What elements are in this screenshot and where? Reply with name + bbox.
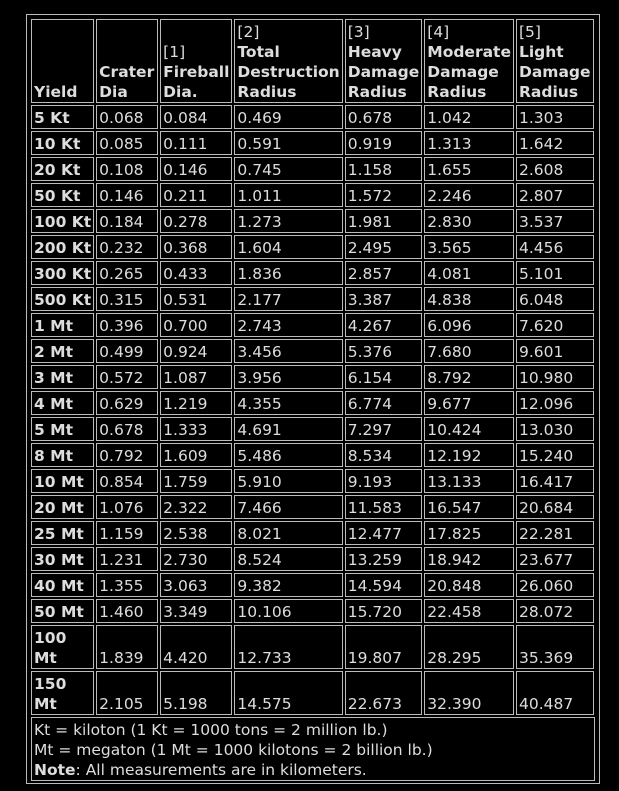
cell-heavy: 11.583 [345,495,423,519]
header-total-destruction-radius: [2] Total Destruction Radius [234,19,342,103]
cell-light: 4.456 [516,235,594,259]
table-body [31,105,594,715]
table-row [31,547,594,571]
header-fireball-dia: [1] Fireball Dia. [160,19,232,103]
cell-heavy: 8.534 [345,443,423,467]
cell-light: 22.281 [516,521,594,545]
cell-heavy: 6.774 [345,391,423,415]
cell-yield: 20 Kt [31,157,94,181]
units-note [34,760,594,780]
cell-crater: 0.184 [96,209,158,233]
cell-heavy: 5.376 [345,339,423,363]
cell-crater: 0.572 [96,365,158,389]
header-yield: Yield [31,19,94,103]
header-crater-dia: Crater Dia [96,19,158,103]
cell-moderate: 16.547 [424,495,514,519]
cell-moderate: 1.655 [424,157,514,181]
table-row [31,671,594,715]
cell-heavy: 1.158 [345,157,423,181]
cell-total: 14.575 [234,671,342,715]
cell-fireball: 0.368 [160,235,232,259]
cell-crater: 0.792 [96,443,158,467]
cell-fireball: 0.278 [160,209,232,233]
cell-yield: 500 Kt [31,287,94,311]
cell-total: 5.910 [234,469,342,493]
note-text: : All measurements are in kilometers. [75,761,367,779]
table-row [31,183,594,207]
cell-fireball: 0.531 [160,287,232,311]
cell-total: 1.011 [234,183,342,207]
cell-moderate: 12.192 [424,443,514,467]
cell-moderate: 3.565 [424,235,514,259]
cell-fireball: 0.084 [160,105,232,129]
cell-heavy: 0.919 [345,131,423,155]
cell-heavy: 13.259 [345,547,423,571]
header-moderate-damage-radius: [4] Moderate Damage Radius [424,19,514,103]
cell-total: 10.106 [234,599,342,623]
cell-fireball: 3.063 [160,573,232,597]
cell-fireball: 1.609 [160,443,232,467]
cell-yield: 300 Kt [31,261,94,285]
cell-heavy: 6.154 [345,365,423,389]
note-label: Note [34,761,76,779]
table-row [31,417,594,441]
cell-light: 10.980 [516,365,594,389]
cell-light: 40.487 [516,671,594,715]
cell-crater: 0.629 [96,391,158,415]
cell-light: 7.620 [516,313,594,337]
cell-moderate: 6.096 [424,313,514,337]
table-row [31,469,594,493]
cell-yield: 5 Kt [31,105,94,129]
cell-moderate: 2.830 [424,209,514,233]
cell-fireball: 2.322 [160,495,232,519]
cell-yield: 3 Mt [31,365,94,389]
table-row [31,235,594,259]
cell-fireball: 2.538 [160,521,232,545]
cell-yield: 150 Mt [31,671,94,715]
cell-moderate: 2.246 [424,183,514,207]
cell-total: 1.273 [234,209,342,233]
cell-moderate: 13.133 [424,469,514,493]
table-row [31,313,594,337]
cell-yield: 50 Mt [31,599,94,623]
cell-light: 9.601 [516,339,594,363]
cell-moderate: 7.680 [424,339,514,363]
cell-crater: 0.068 [96,105,158,129]
cell-moderate: 10.424 [424,417,514,441]
cell-total: 1.836 [234,261,342,285]
cell-crater: 0.315 [96,287,158,311]
cell-yield: 10 Kt [31,131,94,155]
cell-light: 5.101 [516,261,594,285]
cell-fireball: 0.924 [160,339,232,363]
cell-total: 5.486 [234,443,342,467]
cell-crater: 1.076 [96,495,158,519]
cell-yield: 100 Kt [31,209,94,233]
cell-fireball: 2.730 [160,547,232,571]
cell-crater: 2.105 [96,671,158,715]
cell-heavy: 2.495 [345,235,423,259]
cell-light: 15.240 [516,443,594,467]
table-row [31,495,594,519]
cell-yield: 10 Mt [31,469,94,493]
cell-total: 9.382 [234,573,342,597]
cell-heavy: 12.477 [345,521,423,545]
cell-total: 3.456 [234,339,342,363]
table-row [31,261,594,285]
cell-light: 12.096 [516,391,594,415]
cell-crater: 1.460 [96,599,158,623]
cell-light: 16.417 [516,469,594,493]
cell-crater: 0.146 [96,183,158,207]
cell-moderate: 8.792 [424,365,514,389]
cell-moderate: 17.825 [424,521,514,545]
cell-heavy: 7.297 [345,417,423,441]
cell-heavy: 4.267 [345,313,423,337]
cell-crater: 1.355 [96,573,158,597]
cell-fireball: 5.198 [160,671,232,715]
cell-light: 6.048 [516,287,594,311]
cell-crater: 1.231 [96,547,158,571]
cell-yield: 100 Mt [31,625,94,669]
cell-yield: 200 Kt [31,235,94,259]
cell-total: 4.691 [234,417,342,441]
cell-fireball: 1.219 [160,391,232,415]
table-row [31,573,594,597]
cell-fireball: 0.433 [160,261,232,285]
cell-light: 1.303 [516,105,594,129]
cell-yield: 30 Mt [31,547,94,571]
cell-crater: 0.678 [96,417,158,441]
cell-heavy: 19.807 [345,625,423,669]
cell-light: 2.608 [516,157,594,181]
cell-yield: 40 Mt [31,573,94,597]
table-row [31,157,594,181]
cell-total: 0.745 [234,157,342,181]
cell-light: 13.030 [516,417,594,441]
cell-yield: 25 Mt [31,521,94,545]
cell-yield: 4 Mt [31,391,94,415]
cell-total: 1.604 [234,235,342,259]
cell-total: 12.733 [234,625,342,669]
table-row [31,105,594,129]
cell-total: 2.177 [234,287,342,311]
cell-crater: 0.265 [96,261,158,285]
cell-light: 23.677 [516,547,594,571]
cell-moderate: 4.081 [424,261,514,285]
cell-moderate: 18.942 [424,547,514,571]
cell-crater: 0.085 [96,131,158,155]
cell-heavy: 9.193 [345,469,423,493]
nuclear-yield-table-frame [26,14,600,784]
cell-light: 1.642 [516,131,594,155]
cell-total: 3.956 [234,365,342,389]
cell-heavy: 2.857 [345,261,423,285]
cell-moderate: 4.838 [424,287,514,311]
table-row [31,391,594,415]
table-row [31,443,594,467]
cell-moderate: 9.677 [424,391,514,415]
table-row [31,599,594,623]
yield-effects-table [29,17,596,717]
cell-heavy: 15.720 [345,599,423,623]
cell-fireball: 0.700 [160,313,232,337]
table-row [31,131,594,155]
cell-fireball: 1.759 [160,469,232,493]
cell-crater: 0.232 [96,235,158,259]
cell-light: 26.060 [516,573,594,597]
header-heavy-damage-radius: [3] Heavy Damage Radius [345,19,423,103]
cell-yield: 20 Mt [31,495,94,519]
cell-heavy: 3.387 [345,287,423,311]
kiloton-definition: Kt = kiloton (1 Kt = 1000 tons = 2 million lb.) [34,721,388,739]
cell-fireball: 3.349 [160,599,232,623]
cell-total: 8.021 [234,521,342,545]
cell-total: 8.524 [234,547,342,571]
cell-light: 3.537 [516,209,594,233]
cell-moderate: 22.458 [424,599,514,623]
cell-light: 2.807 [516,183,594,207]
cell-total: 4.355 [234,391,342,415]
cell-crater: 0.108 [96,157,158,181]
cell-crater: 1.159 [96,521,158,545]
table-footnote [31,717,595,781]
cell-heavy: 22.673 [345,671,423,715]
cell-crater: 0.499 [96,339,158,363]
cell-moderate: 1.313 [424,131,514,155]
cell-heavy: 14.594 [345,573,423,597]
cell-total: 7.466 [234,495,342,519]
cell-fireball: 0.146 [160,157,232,181]
cell-moderate: 28.295 [424,625,514,669]
cell-yield: 1 Mt [31,313,94,337]
table-row [31,287,594,311]
cell-yield: 8 Mt [31,443,94,467]
cell-heavy: 0.678 [345,105,423,129]
header-light-damage-radius: [5] Light Damage Radius [516,19,594,103]
cell-total: 0.469 [234,105,342,129]
cell-fireball: 1.333 [160,417,232,441]
table-row [31,625,594,669]
cell-fireball: 4.420 [160,625,232,669]
cell-fireball: 1.087 [160,365,232,389]
header-row [31,19,594,103]
cell-moderate: 1.042 [424,105,514,129]
cell-light: 28.072 [516,599,594,623]
cell-crater: 0.396 [96,313,158,337]
table-row [31,209,594,233]
table-row [31,521,594,545]
cell-moderate: 20.848 [424,573,514,597]
cell-fireball: 0.111 [160,131,232,155]
cell-heavy: 1.572 [345,183,423,207]
megaton-definition: Mt = megaton (1 Mt = 1000 kilotons = 2 billion lb.) [34,741,433,759]
cell-moderate: 32.390 [424,671,514,715]
cell-crater: 1.839 [96,625,158,669]
table-row [31,365,594,389]
cell-yield: 50 Kt [31,183,94,207]
cell-total: 0.591 [234,131,342,155]
cell-crater: 0.854 [96,469,158,493]
cell-yield: 2 Mt [31,339,94,363]
cell-light: 20.684 [516,495,594,519]
cell-fireball: 0.211 [160,183,232,207]
cell-light: 35.369 [516,625,594,669]
cell-yield: 5 Mt [31,417,94,441]
cell-heavy: 1.981 [345,209,423,233]
cell-total: 2.743 [234,313,342,337]
table-row [31,339,594,363]
